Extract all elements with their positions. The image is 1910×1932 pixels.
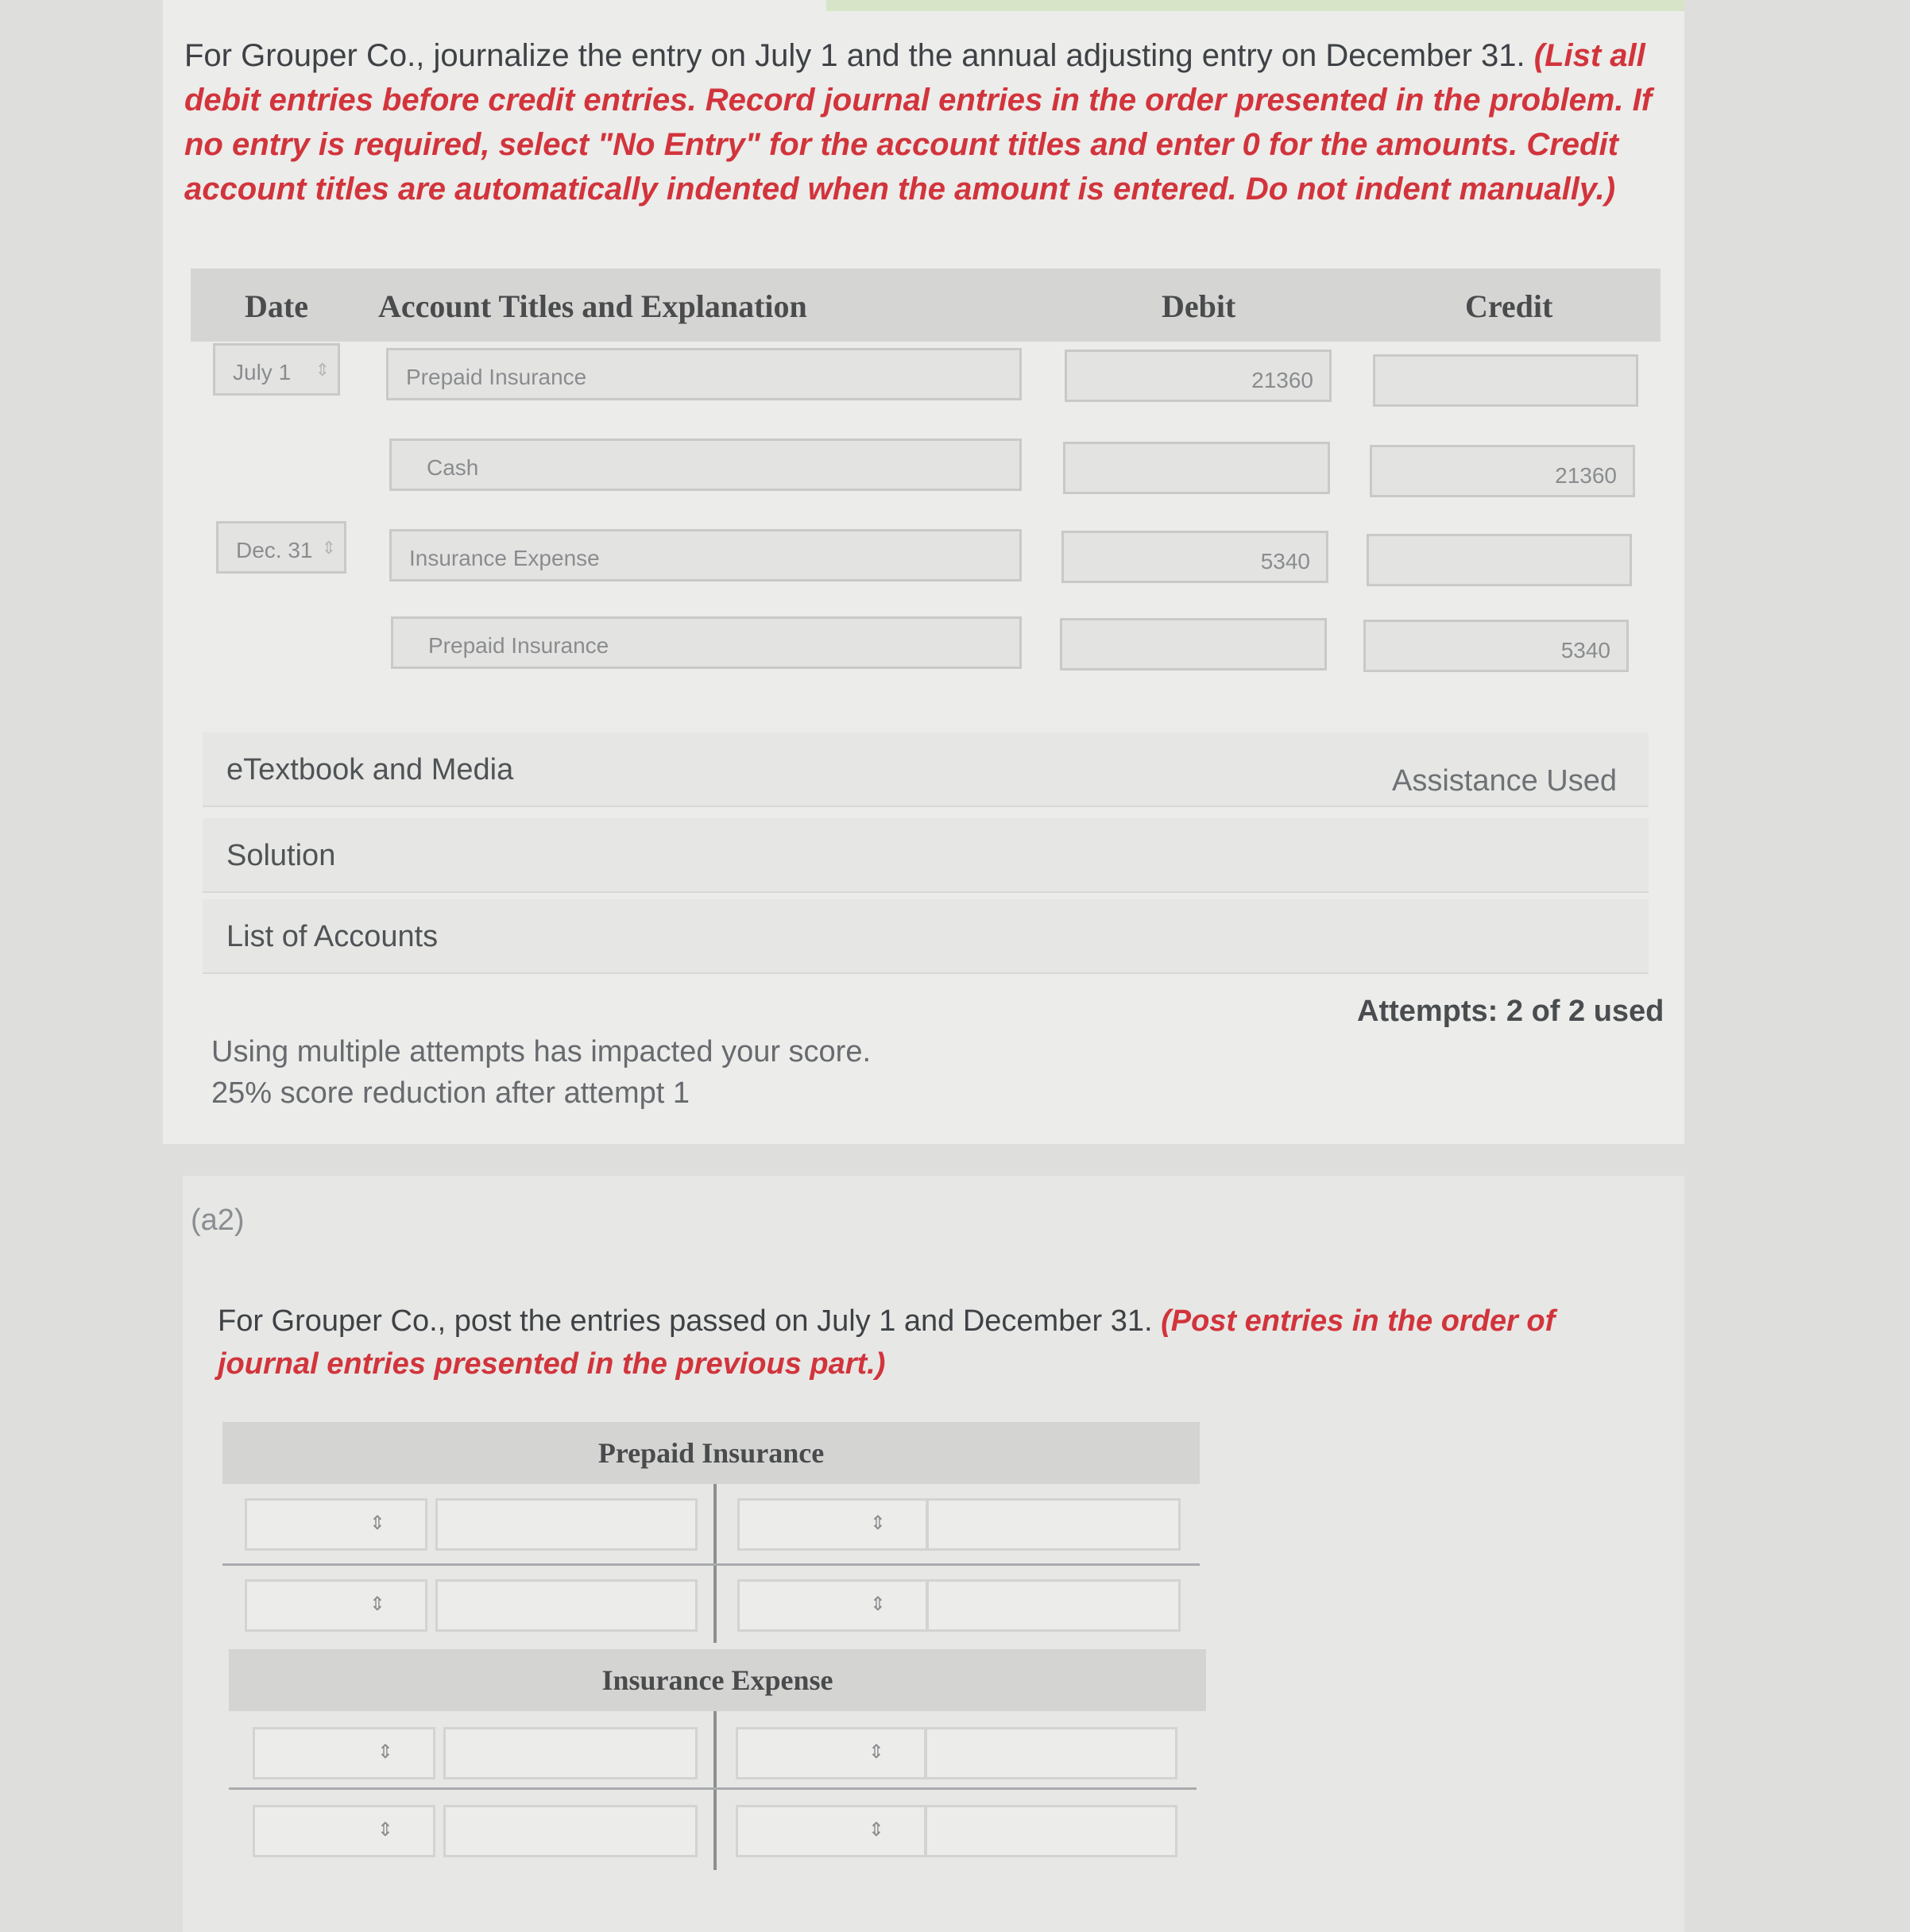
- debit-date-select-2[interactable]: [253, 1805, 435, 1857]
- credit-date-select-1[interactable]: [736, 1727, 926, 1779]
- score-note: Using multiple attempts has impacted your score. 25% score reduction after attempt 1: [211, 1035, 872, 1110]
- chevron-updown-icon: ⇕: [377, 1819, 393, 1841]
- chevron-updown-icon: ⇕: [869, 1594, 886, 1615]
- debit-date-select-1[interactable]: [253, 1727, 435, 1779]
- credit-date-select-2[interactable]: [737, 1579, 928, 1632]
- assistance-used-label: Assistance Used: [1391, 764, 1617, 798]
- chevron-updown-icon: ⇕: [868, 1741, 884, 1763]
- account-input-row-3[interactable]: Insurance Expense: [389, 529, 1022, 582]
- debit-date-select-2[interactable]: [245, 1579, 427, 1632]
- attempts-counter: Attempts: 2 of 2 used: [1357, 995, 1664, 1028]
- journal-instructions: For Grouper Co., journalize the entry on July 1 and the annual adjusting entry on December 31. (List all debit entries before credit entries. Record journal entries in the order presented in the problem. If no entry is required, select "No Entry" for the account titles and enter 0 for the amounts. Credit account titles are automatically indented when the amount is entered. Do not indent manually.): [184, 38, 1653, 207]
- debit-input-row-1[interactable]: 21360: [1065, 350, 1332, 402]
- t-account-title: Prepaid Insurance: [222, 1422, 1200, 1484]
- t-account-divider: [713, 1711, 717, 1870]
- account-input-row-4[interactable]: Prepaid Insurance: [391, 616, 1022, 669]
- top-status-bar: [826, 0, 1684, 11]
- header-account-titles: Account Titles and Explanation: [378, 288, 807, 324]
- debit-input-row-4[interactable]: [1060, 618, 1327, 670]
- posting-instructions-emphasis: (Post entries in the order of journal entries presented in the previous part.): [218, 1304, 1556, 1381]
- t-account-row-divider: [222, 1563, 1200, 1566]
- credit-input-row-2[interactable]: 21360: [1370, 445, 1635, 497]
- journal-instructions-emphasis: (List all debit entries before credit entries. Record journal entries in the order presented in the problem. If no entry is required, select "No Entry" for the account titles and enter 0 for the amounts. Credit account titles are automatically indented when the amount is entered. Do not indent manually.): [184, 38, 1653, 207]
- chevron-updown-icon: ⇕: [377, 1741, 393, 1763]
- debit-amount-input-1[interactable]: [435, 1498, 698, 1551]
- etextbook-media-accordion[interactable]: eTextbook and Media Assistance Used: [203, 732, 1649, 807]
- debit-input-row-3[interactable]: 5340: [1061, 531, 1328, 583]
- header-debit: Debit: [1162, 288, 1236, 324]
- chevron-updown-icon: ⇕: [369, 1513, 385, 1534]
- chevron-updown-icon: ⇕: [868, 1819, 884, 1841]
- chevron-updown-icon: ⇕: [369, 1594, 385, 1615]
- credit-input-row-4[interactable]: 5340: [1363, 620, 1629, 672]
- account-input-row-2[interactable]: Cash: [389, 439, 1022, 491]
- chevron-updown-icon: ⇕: [315, 360, 330, 380]
- date-select-row-1[interactable]: July 1 ⇕: [213, 343, 340, 396]
- debit-amount-input-2[interactable]: [443, 1805, 698, 1857]
- part-a2-label: (a2): [191, 1204, 245, 1237]
- credit-amount-input-2[interactable]: [925, 1805, 1177, 1857]
- credit-date-select-2[interactable]: [736, 1805, 926, 1857]
- chevron-updown-icon: ⇕: [321, 538, 336, 558]
- solution-accordion[interactable]: Solution: [203, 818, 1649, 893]
- header-credit: Credit: [1465, 288, 1553, 324]
- debit-amount-input-2[interactable]: [435, 1579, 698, 1632]
- date-select-row-3[interactable]: Dec. 31 ⇕: [216, 521, 346, 574]
- credit-input-row-3[interactable]: [1367, 534, 1632, 586]
- t-account-insurance-expense: [229, 1649, 1206, 1872]
- t-account-row-divider: [229, 1787, 1197, 1790]
- journal-header: [191, 269, 1661, 342]
- credit-input-row-1[interactable]: [1373, 354, 1638, 407]
- credit-date-select-1[interactable]: [737, 1498, 928, 1551]
- list-of-accounts-accordion[interactable]: List of Accounts: [203, 899, 1649, 974]
- t-account-prepaid-insurance: [222, 1422, 1200, 1652]
- debit-input-row-2[interactable]: [1063, 442, 1330, 494]
- debit-date-select-1[interactable]: [245, 1498, 427, 1551]
- debit-amount-input-1[interactable]: [443, 1727, 698, 1779]
- posting-instructions: For Grouper Co., post the entries passed on July 1 and December 31. (Post entries in the order of journal entries presented in the previous part.): [218, 1304, 1556, 1381]
- account-input-row-1[interactable]: Prepaid Insurance: [386, 348, 1022, 400]
- chevron-updown-icon: ⇕: [869, 1513, 886, 1534]
- credit-amount-input-2[interactable]: [926, 1579, 1181, 1632]
- t-account-title: Insurance Expense: [229, 1649, 1206, 1711]
- credit-amount-input-1[interactable]: [925, 1727, 1177, 1779]
- credit-amount-input-1[interactable]: [926, 1498, 1181, 1551]
- header-date: Date: [245, 288, 308, 324]
- journal-entry-table: [191, 269, 1661, 682]
